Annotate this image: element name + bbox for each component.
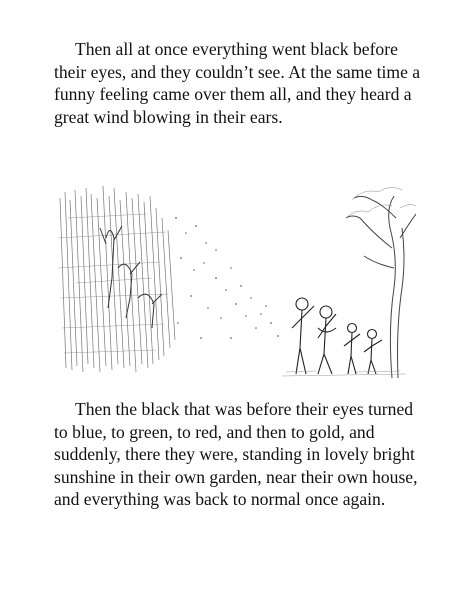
family-in-garden bbox=[292, 298, 382, 374]
wind-flecks bbox=[175, 217, 279, 339]
garden-tree bbox=[346, 196, 416, 378]
tree-foliage bbox=[346, 187, 416, 218]
ground-hatching bbox=[282, 371, 406, 376]
dark-wind-mass bbox=[60, 186, 175, 372]
paragraph-2: Then the black that was before their eyes turned to blue, to green, to red, and then to gold, and suddenly, there they were, standing in lovely bright sunshine in their own garden, near their own house, and everything was back to normal once again. bbox=[54, 399, 418, 509]
pencil-illustration bbox=[56, 178, 416, 378]
paragraph-1: Then all at once everything went black before their eyes, and they couldn’t see. At the same time a funny feeling came over them all, and they heard a great wind blowing in their ears. bbox=[54, 39, 421, 127]
